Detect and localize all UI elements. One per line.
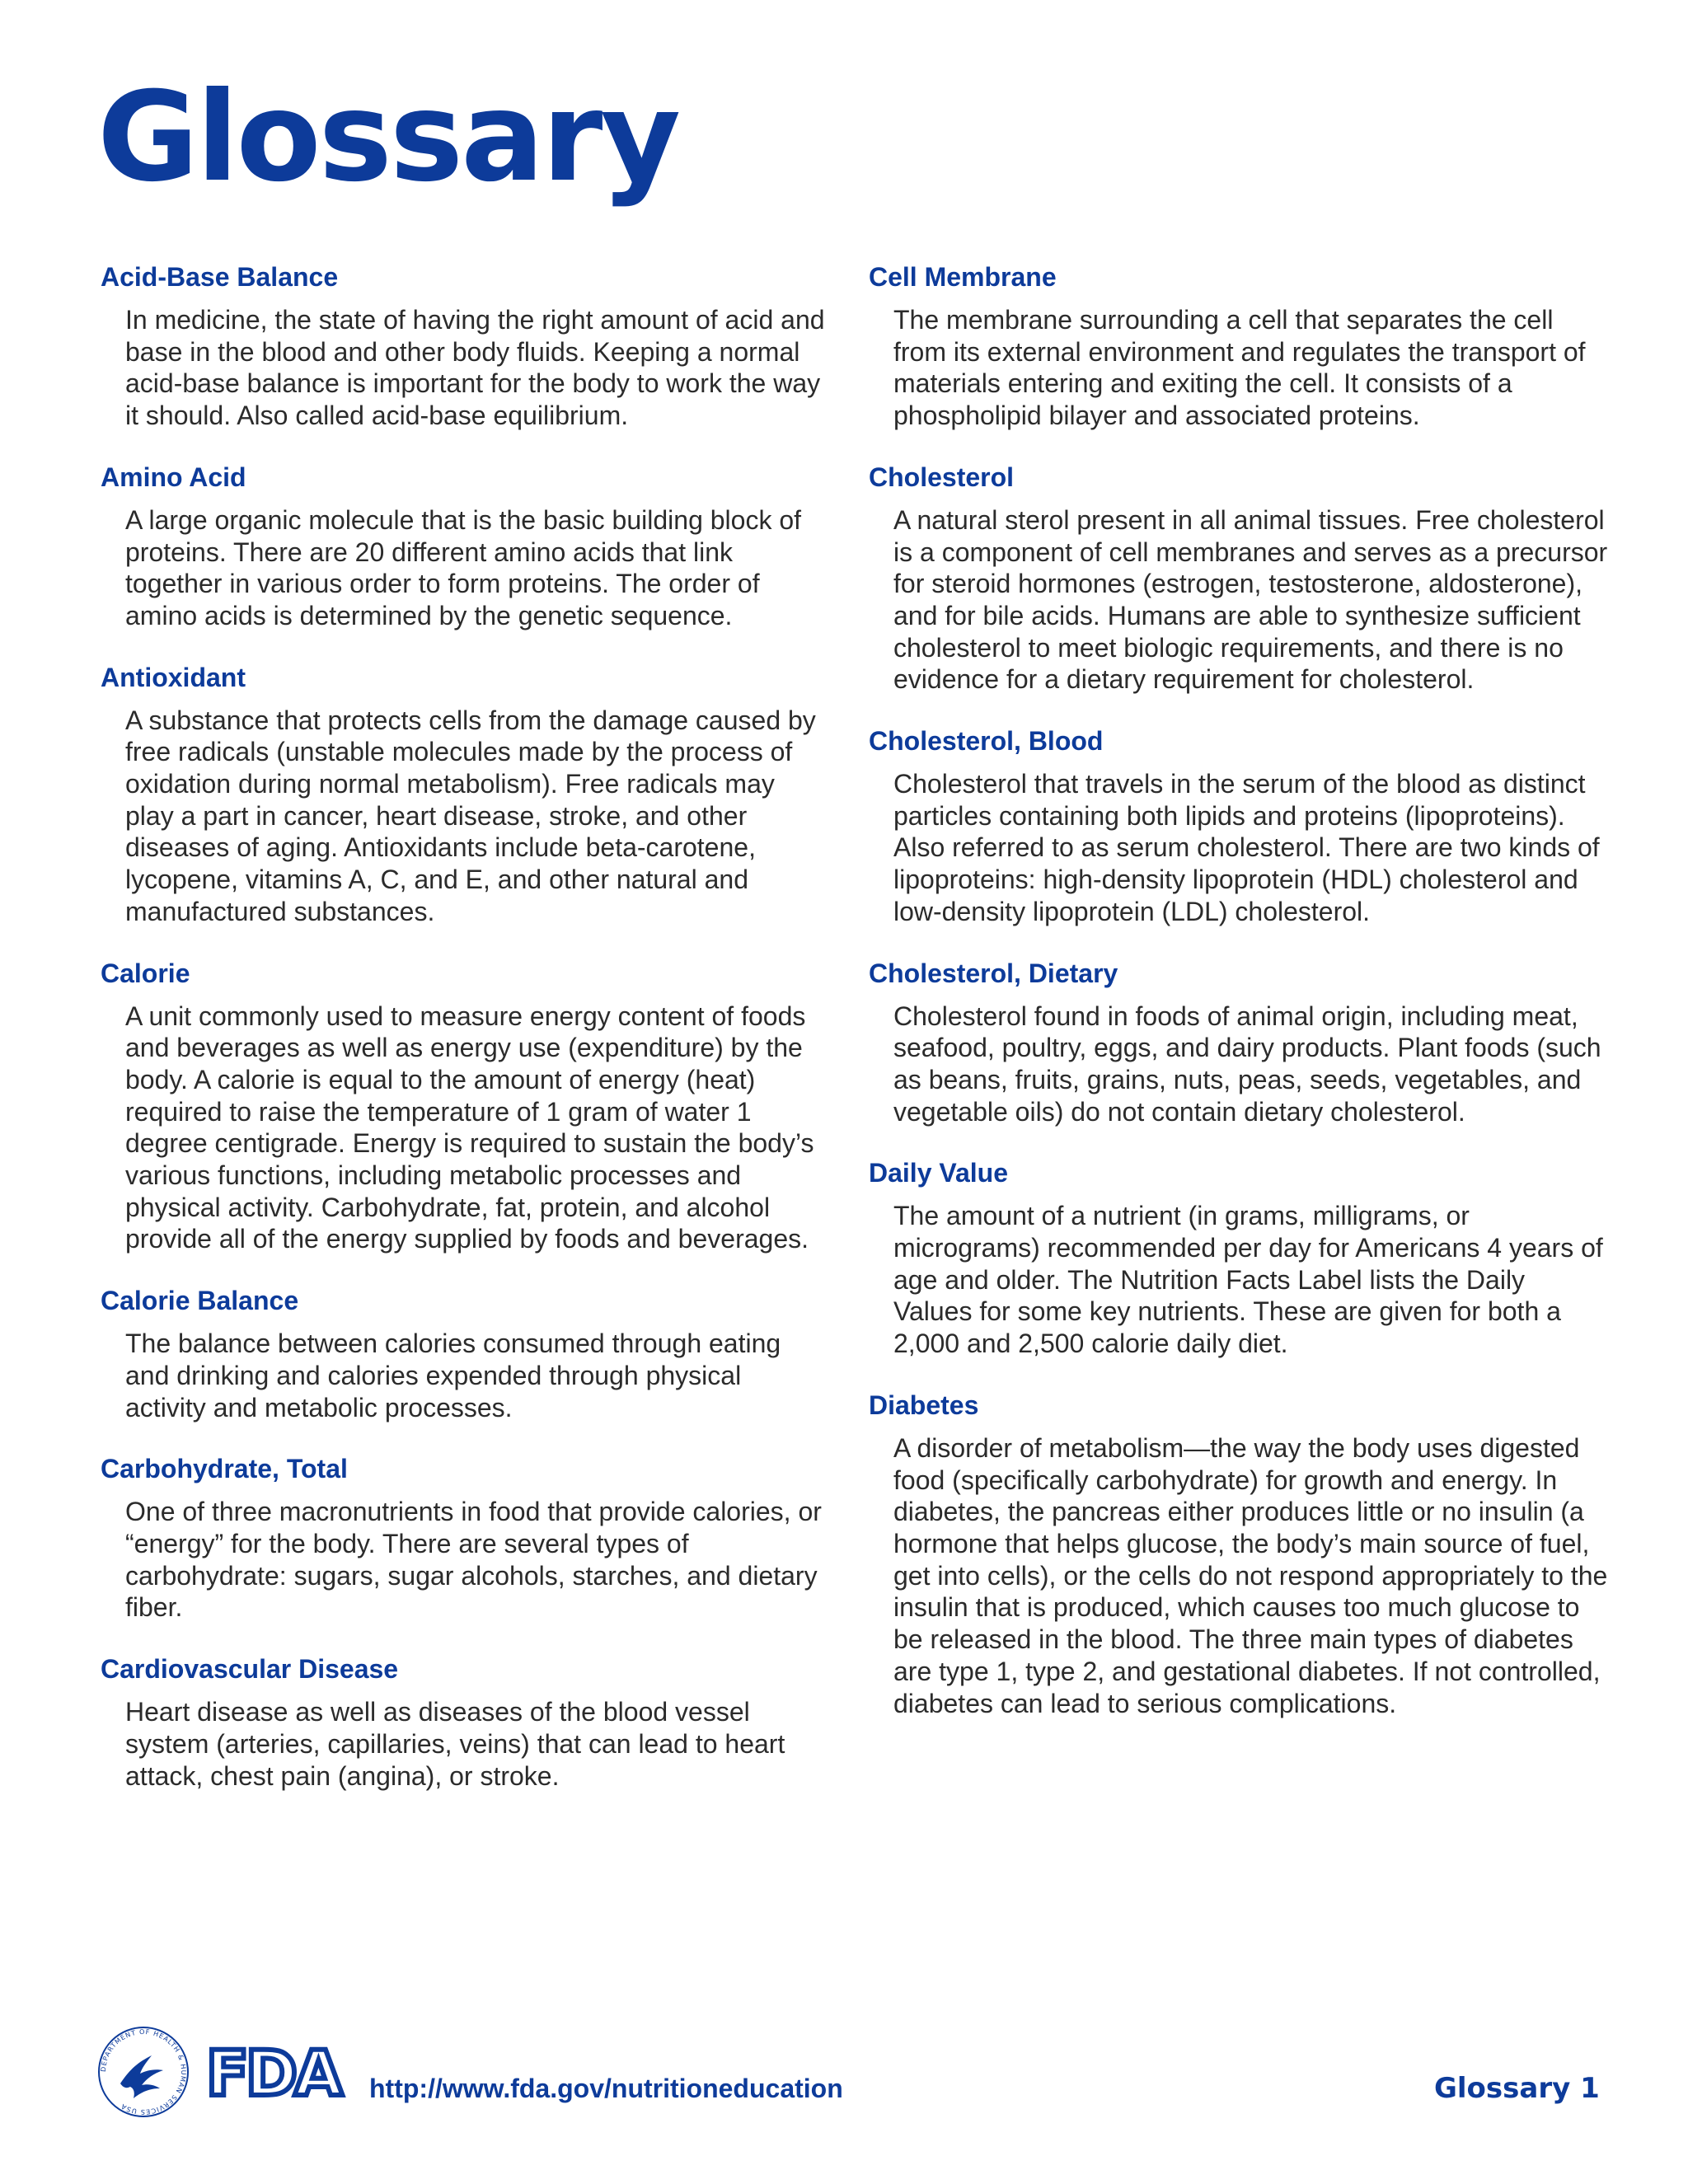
- glossary-term: Carbohydrate, Total: [101, 1454, 348, 1484]
- glossary-term: Antioxidant: [101, 662, 246, 692]
- page-footer: [0, 2019, 1688, 2143]
- page-number-label: Glossary 1: [1434, 2072, 1600, 2105]
- glossary-definition: The amount of a nutrient (in grams, milligrams, or micrograms) recommended per day for Americans 4 years of age and older. The Nutrition Facts Label lists the Daily Values for some key nutrients. These are given for both a 2,000 and 2,500 calorie daily diet.: [893, 1201, 1603, 1359]
- glossary-entry-carbohydrate-total: [101, 1450, 826, 1624]
- glossary-entry-cholesterol-blood: [869, 722, 1611, 928]
- glossary-definition: A large organic molecule that is the basic building block of proteins. There are 20 different amino acids that link together in various order to form proteins. The order of amino acids is determined by the genetic sequence.: [125, 504, 802, 630]
- glossary-entry-cell-membrane: [869, 258, 1611, 432]
- glossary-definition: Heart disease as well as diseases of the blood vessel system (arteries, capillaries, veins) that can lead to heart attack, chest pain (angina), or stroke.: [125, 1697, 785, 1791]
- glossary-entry-calorie-balance: [101, 1282, 826, 1423]
- glossary-term: Calorie Balance: [101, 1286, 299, 1316]
- glossary-term: Daily Value: [869, 1158, 1008, 1188]
- glossary-term: Cholesterol, Blood: [869, 726, 1104, 757]
- glossary-entry-calorie: [101, 954, 826, 1256]
- glossary-term: Cholesterol: [869, 462, 1015, 492]
- svg-text:DEPARTMENT OF HEALTH & HUMAN S: [100, 2028, 187, 2116]
- glossary-definition: A substance that protects cells from the damage caused by free radicals (unstable molecules made by the process of oxidation during normal metabolism). Free radicals may play a part in cancer, heart disease, stroke, and other diseases of aging. Antioxidants include beta-carotene, lycopene, vitamins A, C, and E, and other natural and manufactured substances.: [125, 705, 816, 926]
- fda-logo-text: FDA: [206, 2042, 340, 2103]
- footer-url-link[interactable]: http://www.fda.gov/nutritioneducation: [369, 2074, 843, 2103]
- glossary-right-column: [869, 258, 1611, 1719]
- glossary-term: Cholesterol, Dietary: [869, 958, 1118, 988]
- page-title: Glossary: [97, 66, 679, 209]
- seal-ring-text: DEPARTMENT OF HEALTH & HUMAN SERVICES USA: [99, 2027, 188, 2116]
- glossary-definition: The membrane surrounding a cell that separates the cell from its external environment and regulates the transport of materials entering and exiting the cell. It consists of a phospholipid bilayer and associated proteins.: [893, 305, 1586, 431]
- glossary-definition: A disorder of metabolism—the way the body uses digested food (specifically carbohydrate) for growth and energy. In diabetes, the pancreas either produces little or no insulin (a hormone that helps glucose, the body’s main source of fuel, get into cells), or the cells do not respond appropriately to the insulin that is produced, which causes too much glucose to be released in the blood. The three main types of diabetes are type 1, type 2, and gestational diabetes. If not controlled, diabetes can lead to serious complications.: [893, 1432, 1608, 1718]
- glossary-entry-cholesterol: [869, 458, 1611, 696]
- glossary-entry-antioxidant: [101, 658, 826, 928]
- glossary-definition: The balance between calories consumed through eating and drinking and calories expended through physical activity and metabolic processes.: [125, 1329, 781, 1422]
- glossary-definition: In medicine, the state of having the right amount of acid and base in the blood and other body fluids. Keeping a normal acid-base balance is important for the body to work the way it should. Also called acid-base equilibrium.: [125, 305, 825, 431]
- glossary-entry-cholesterol-dietary: [869, 954, 1611, 1128]
- glossary-definition: A natural sterol present in all animal tissues. Free cholesterol is a component of cell membranes and serves as a precursor for steroid hormones (estrogen, testosterone, aldosterone), and for bile acids. Humans are able to synthesize sufficient cholesterol to meet biologic requirements, and there is no evidence for a dietary requirement for cholesterol.: [893, 504, 1608, 695]
- glossary-term: Cardiovascular Disease: [101, 1654, 399, 1685]
- glossary-entry-cardiovascular-disease: [101, 1650, 826, 1792]
- glossary-definition: One of three macronutrients in food that provide calories, or “energy” for the body. There are several types of carbohydrate: sugars, sugar alcohols, starches, and dietary fiber.: [125, 1497, 822, 1623]
- glossary-entry-amino-acid: [101, 458, 826, 632]
- fda-logo-icon: [206, 2042, 354, 2103]
- glossary-entry-acid-base-balance: [101, 258, 826, 432]
- glossary-left-column: [101, 258, 826, 1792]
- glossary-term: Diabetes: [869, 1390, 979, 1420]
- glossary-definition: Cholesterol found in foods of animal origin, including meat, seafood, poultry, eggs, and dairy products. Plant foods (such as beans, fruits, grains, nuts, peas, seeds, vegetables, and vegetable oils) do not contain dietary cholesterol.: [893, 1001, 1601, 1127]
- glossary-entry-diabetes: [869, 1386, 1611, 1719]
- glossary-term: Calorie: [101, 958, 190, 988]
- glossary-term: Acid-Base Balance: [101, 262, 339, 292]
- glossary-definition: A unit commonly used to measure energy content of foods and beverages as well as energy use (expenditure) by the body. A calorie is equal to the amount of energy (heat) required to raise the temperature of 1 gram of water 1 degree centigrade. Energy is required to sustain the body’s various functions, including metabolic processes and physical activity. Carbohydrate, fat, protein, and alcohol provide all of the energy supplied by foods and beverages.: [125, 1001, 814, 1254]
- glossary-definition: Cholesterol that travels in the serum of the blood as distinct particles containing both lipids and proteins (lipoproteins). Also referred to as serum cholesterol. There are two kinds of lipoproteins: high-density lipoprotein (HDL) cholesterol and low-density lipoprotein (LDL) cholesterol.: [893, 769, 1600, 926]
- glossary-term: Amino Acid: [101, 462, 246, 492]
- glossary-entry-daily-value: [869, 1154, 1611, 1360]
- glossary-term: Cell Membrane: [869, 262, 1057, 292]
- hhs-seal-icon: [97, 2026, 190, 2118]
